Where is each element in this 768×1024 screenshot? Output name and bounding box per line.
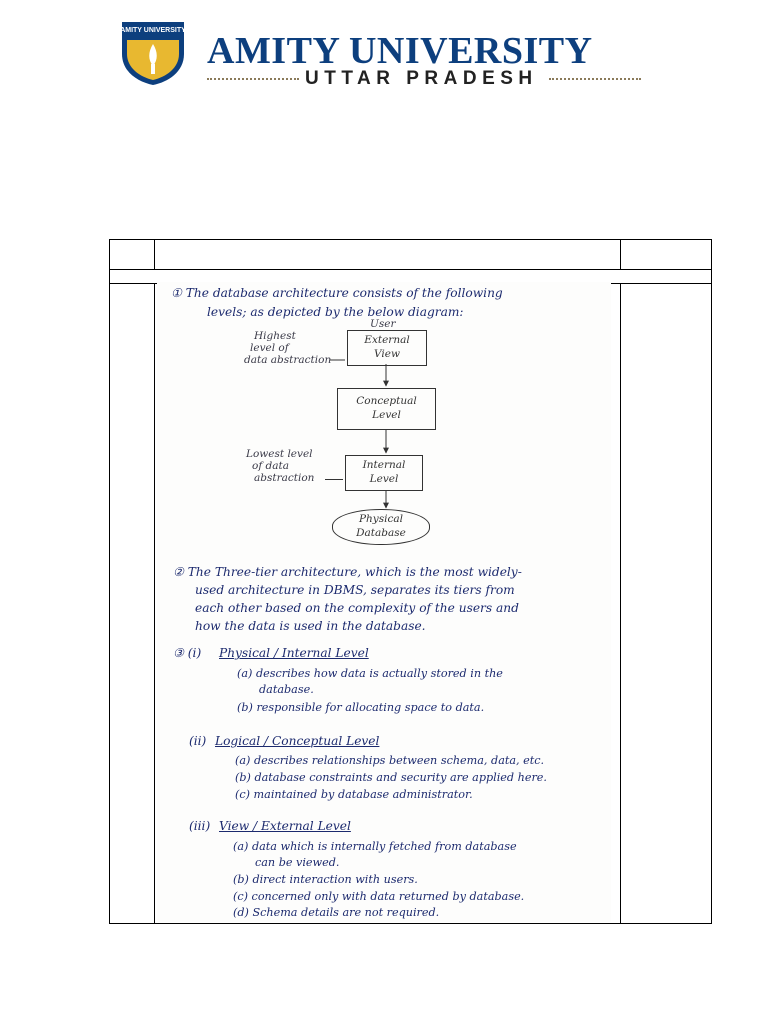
table-col-divider xyxy=(154,240,155,269)
section-iii-heading: View / External Level xyxy=(219,819,351,833)
section-ii-b: (b) database constraints and security are applied here. xyxy=(235,771,547,784)
label-data-abstraction: data abstraction xyxy=(244,354,332,366)
label-of-data: of data xyxy=(252,460,290,472)
label-abstraction: abstraction xyxy=(254,472,315,484)
section-i-heading: Physical / Internal Level xyxy=(219,646,369,660)
section-iii-a-line2: can be viewed. xyxy=(255,856,340,869)
physical-database-oval xyxy=(332,509,430,545)
section-ii-label: (ii) xyxy=(189,734,207,748)
campus-name: UTTAR PRADESH xyxy=(305,68,538,89)
para1-line2: levels; as depicted by the below diagram: xyxy=(207,305,464,319)
table-col-divider xyxy=(620,283,621,923)
lowest-connector xyxy=(325,479,343,480)
section-ii-c: (c) maintained by database administrator. xyxy=(235,788,473,801)
section-iii-c: (c) concerned only with data returned by database. xyxy=(233,890,525,903)
internal-level-box xyxy=(345,455,423,491)
table-col-divider xyxy=(154,283,155,923)
table-col-divider xyxy=(620,240,621,269)
external-view-text2: View xyxy=(374,348,400,360)
left-dotted-rule xyxy=(207,78,299,80)
conceptual-level-text1: Conceptual xyxy=(356,395,417,407)
label-user: User xyxy=(370,318,396,330)
university-name: AMITY UNIVERSITY xyxy=(207,30,593,72)
section-i-b: (b) responsible for allocating space to data. xyxy=(237,701,485,714)
right-dotted-rule xyxy=(549,78,641,80)
logo-text: AMITY UNIVERSITY xyxy=(120,27,186,34)
section-iii-a-line1: (a) data which is internally fetched from database xyxy=(233,840,517,853)
label-highest: Highest xyxy=(254,330,296,342)
table-row-divider xyxy=(110,269,711,270)
section-i-a-line1: (a) describes how data is actually stored in the xyxy=(237,667,503,680)
handwritten-notes xyxy=(157,282,611,922)
section-iii-label: (iii) xyxy=(189,819,211,833)
label-level-of: level of xyxy=(250,342,289,354)
campus-row xyxy=(207,68,643,90)
internal-level-text2: Level xyxy=(369,473,399,485)
para2-line3: each other based on the complexity of the users and xyxy=(195,601,519,615)
label-lowest-level: Lowest level xyxy=(246,448,313,460)
section-ii-heading: Logical / Conceptual Level xyxy=(215,734,380,748)
section-iii-d: (d) Schema details are not required. xyxy=(233,906,440,919)
internal-level-text1: Internal xyxy=(362,459,406,471)
section-i-label: ③ (i) xyxy=(173,646,202,660)
section-i-a-line2: database. xyxy=(259,683,314,696)
para2-line4: how the data is used in the database. xyxy=(195,619,426,633)
conceptual-level-box xyxy=(337,388,436,430)
physical-database-text1: Physical xyxy=(358,513,403,525)
external-view-text1: External xyxy=(364,334,410,346)
para2-line2: used architecture in DBMS, separates its tiers from xyxy=(195,583,515,597)
para2-line1: ② The Three-tier architecture, which is the most widely- xyxy=(173,565,522,579)
para1-line1: ① The database architecture consists of the following xyxy=(171,286,503,300)
physical-database-text2: Database xyxy=(356,527,406,539)
amity-logo-shield xyxy=(118,20,188,86)
section-ii-a: (a) describes relationships between schema, data, etc. xyxy=(235,754,545,767)
section-iii-b: (b) direct interaction with users. xyxy=(233,873,418,886)
conceptual-level-text2: Level xyxy=(372,409,401,421)
